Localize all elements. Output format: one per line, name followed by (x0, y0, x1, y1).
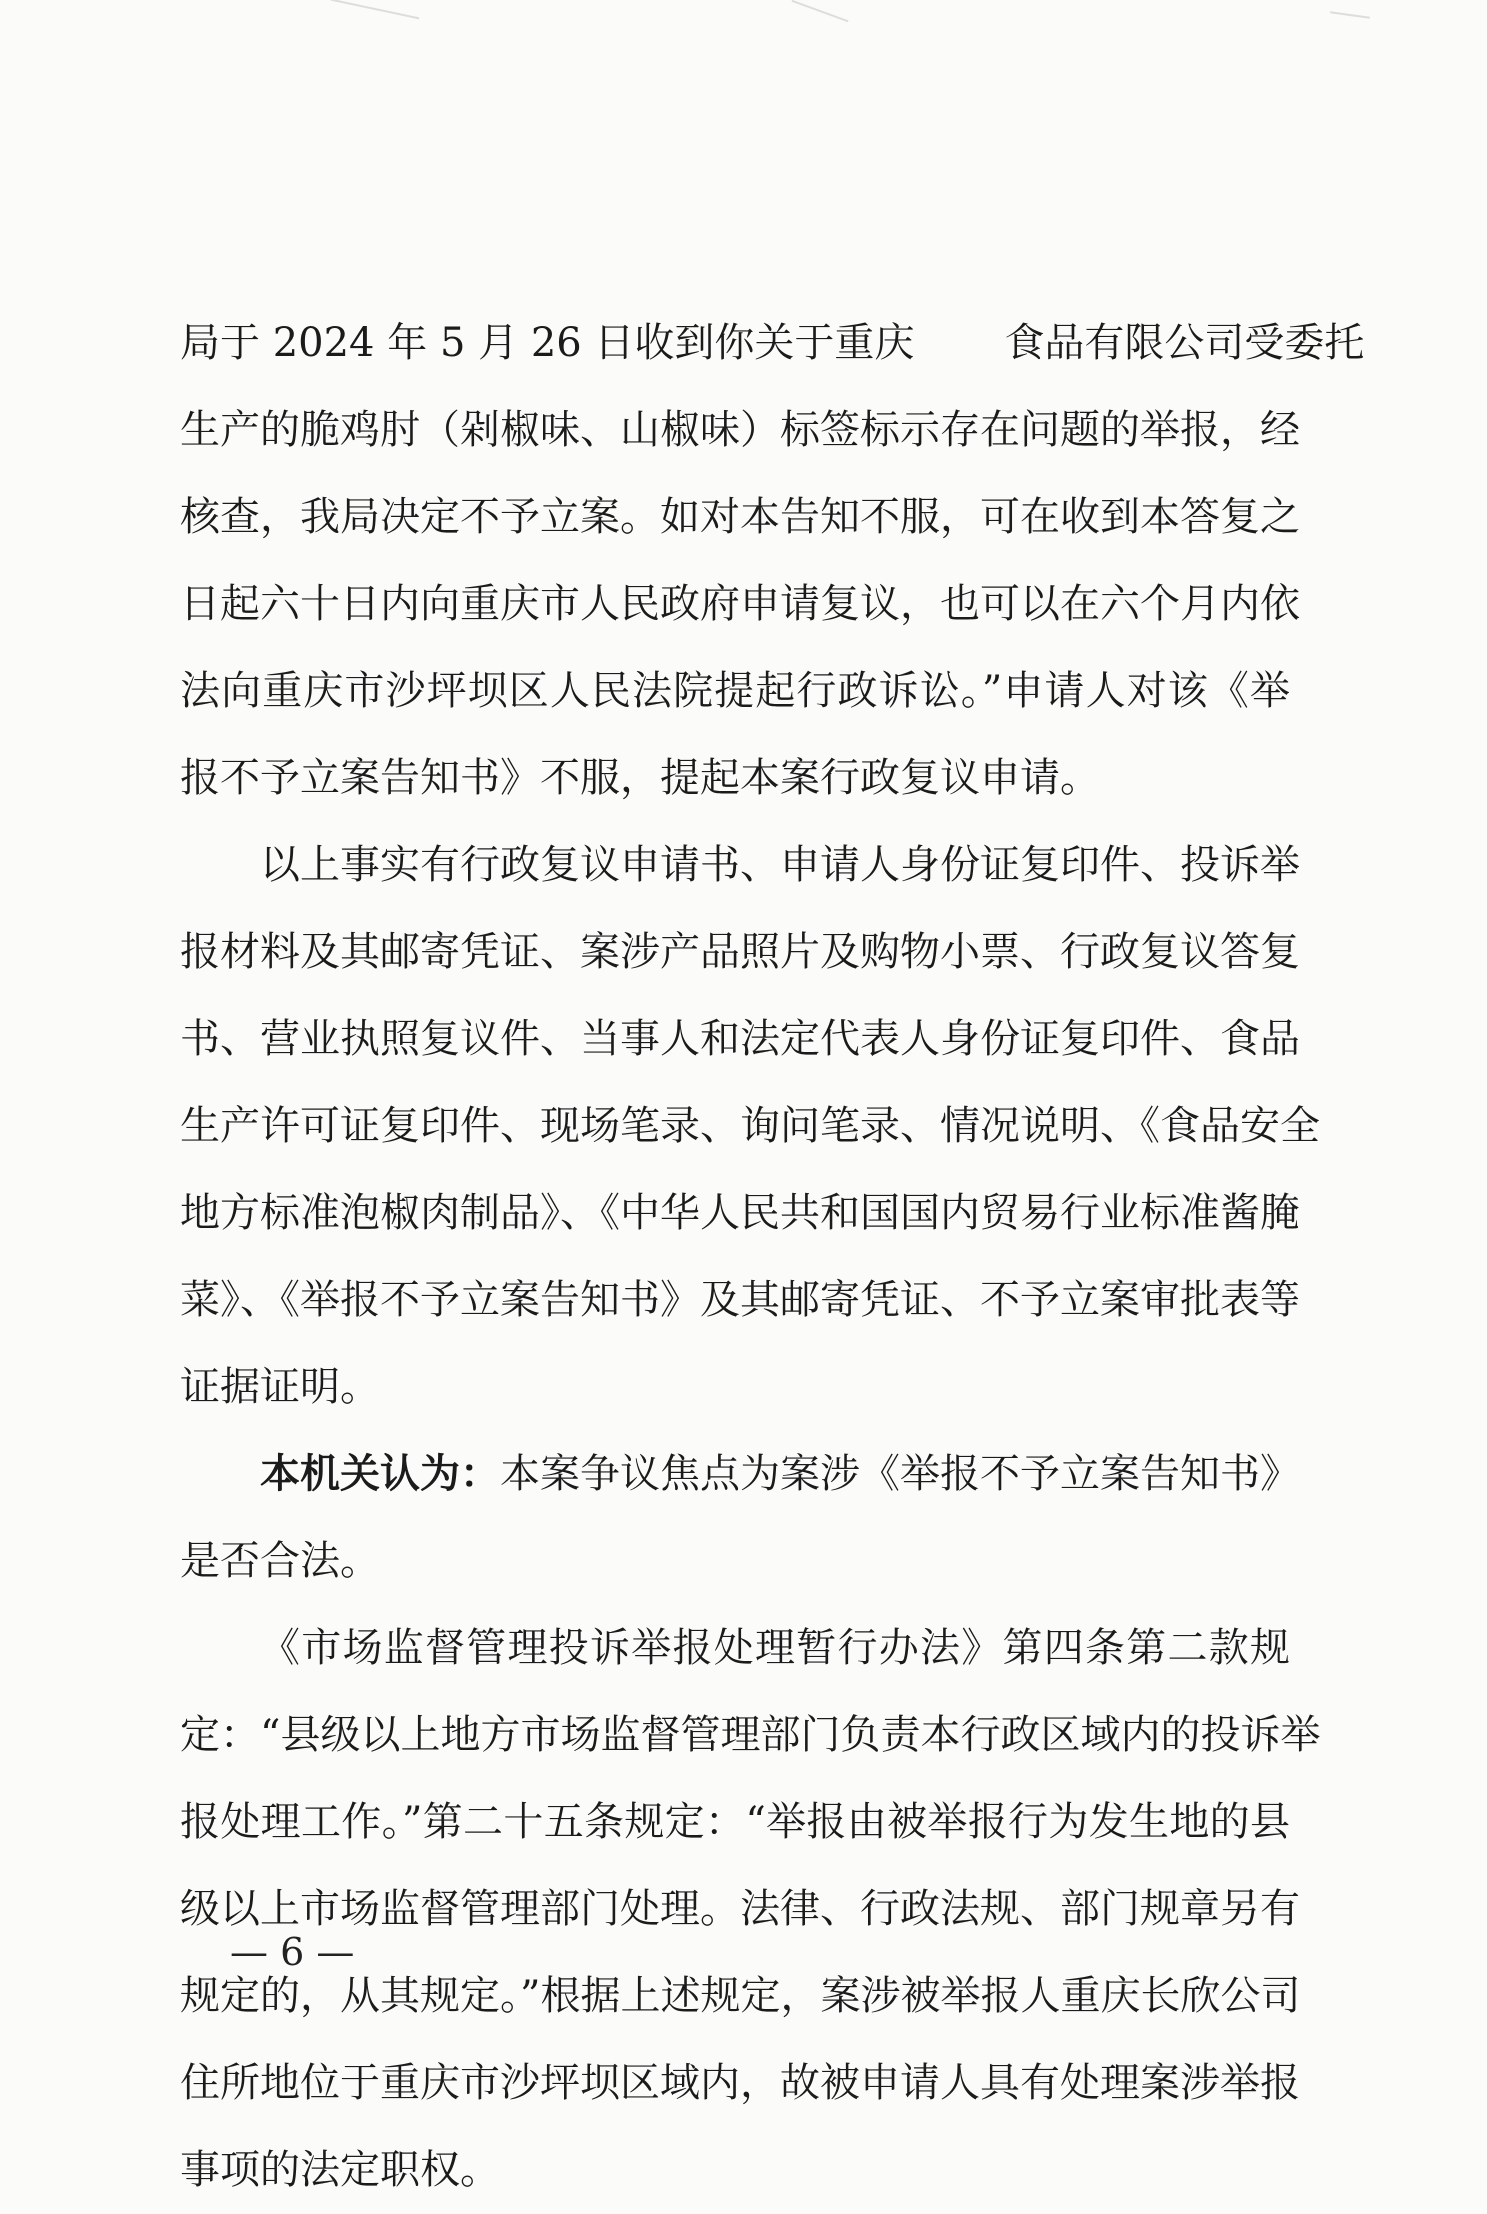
text-line: 住所地位于重庆市沙坪坝区域内，故被申请人具有处理案涉举报 (180, 2060, 1300, 2106)
scan-mark (791, 0, 848, 22)
paragraph (180, 1431, 1300, 1605)
text-line: 报不予立案告知书》不服，提起本案行政复议申请。 (180, 755, 1100, 801)
scan-mark (331, 0, 419, 19)
text-line: 地方标准泡椒肉制品》、《中华人民共和国国内贸易行业标准酱腌 (180, 1190, 1300, 1236)
text-line (180, 1431, 1300, 1518)
bold-lead: 本机关认为： (260, 1451, 500, 1497)
text-line: 菜》、《举报不予立案告知书》及其邮寄凭证、不予立案审批表等 (180, 1277, 1300, 1323)
text-segment: 局于 2024 年 5 月 26 日收到你关于重庆 (180, 320, 915, 366)
text-line: 生产的脆鸡肘（剁椒味、山椒味）标签标示存在问题的举报，经 (180, 407, 1300, 453)
text-line: 事项的法定职权。 (180, 2147, 500, 2193)
text-segment: 食品有限公司受委托 (1004, 320, 1365, 366)
text-line: 生产许可证复印件、现场笔录、询问笔录、情况说明、《食品安全 (180, 1103, 1320, 1149)
text-line: 以上事实有行政复议申请书、申请人身份证复印件、投诉举 (260, 842, 1300, 888)
text-line: 《市场监督管理投诉举报处理暂行办法》第四条第二款规 (260, 1625, 1290, 1671)
text-line: 日起六十日内向重庆市人民政府申请复议，也可以在六个月内依 (180, 581, 1300, 627)
text-line: 报材料及其邮寄凭证、案涉产品照片及购物小票、行政复议答复 (180, 929, 1300, 975)
text-line: 级以上市场监督管理部门处理。法律、行政法规、部门规章另有 (180, 1886, 1300, 1932)
text-line: 是否合法。 (180, 1538, 380, 1584)
text-line: 核查，我局决定不予立案。如对本告知不服，可在收到本答复之 (180, 494, 1300, 540)
text-line (180, 300, 1365, 387)
text-line: 法向重庆市沙坪坝区人民法院提起行政诉讼。”申请人对该《举 (180, 668, 1290, 714)
page-number: — 6 — (230, 1930, 355, 1974)
text-line: 规定的，从其规定。”根据上述规定，案涉被举报人重庆长欣公司 (180, 1973, 1301, 2019)
text-line: 定：“县级以上地方市场监督管理部门负责本行政区域内的投诉举 (180, 1712, 1321, 1758)
paragraph (180, 1605, 1321, 2214)
text-segment: 本案争议焦点为案涉《举报不予立案告知书》 (500, 1451, 1300, 1497)
document-body (180, 300, 1365, 2214)
text-line: 书、营业执照复议件、当事人和法定代表人身份证复印件、食品 (180, 1016, 1300, 1062)
text-line: 报处理工作。”第二十五条规定：“举报由被举报行为发生地的县 (180, 1799, 1290, 1845)
paragraph (180, 300, 1365, 822)
paragraph (180, 822, 1320, 1431)
scan-mark (1330, 11, 1370, 19)
text-line: 证据证明。 (180, 1364, 380, 1410)
